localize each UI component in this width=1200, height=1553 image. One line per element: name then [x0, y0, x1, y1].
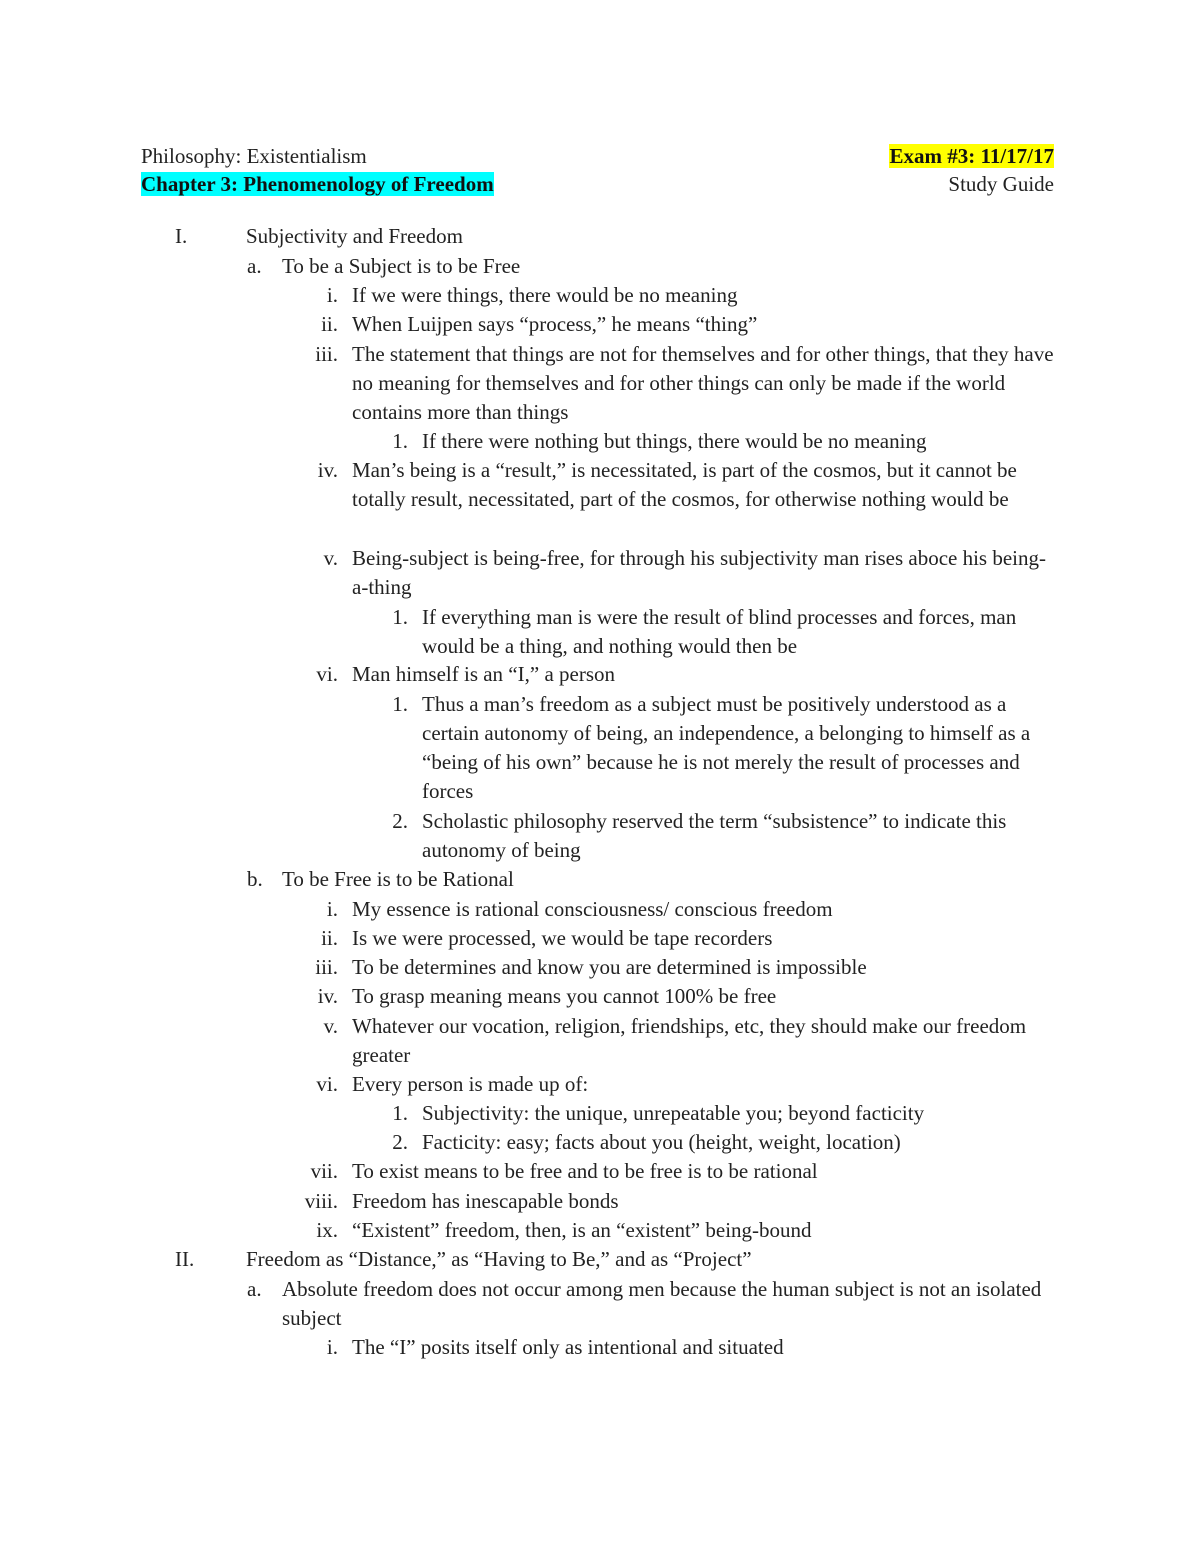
outline-text: Subjectivity: the unique, unrepeatable you; beyond facticity [422, 1101, 925, 1125]
outline-marker: ii. [321, 926, 338, 950]
outline-marker: i. [326, 897, 338, 921]
outline-text: When Luijpen says “process,” he means “thing” [352, 312, 758, 336]
outline-marker: vi. [316, 662, 338, 686]
outline-text: If everything man is were the result of blind processes and forces, man would be a thing, and nothing would then be [422, 605, 1017, 658]
outline-text: If there were nothing but things, there would be no meaning [422, 429, 927, 453]
outline-marker: iv. [317, 458, 338, 482]
outline-text: “Existent” freedom, then, is an “existent” being-bound [352, 1218, 812, 1242]
outline-marker: v. [323, 546, 338, 570]
outline-marker: b. [247, 867, 263, 891]
course-title: Philosophy: Existentialism [141, 144, 367, 168]
outline-marker: 2. [392, 1130, 408, 1154]
outline-text: To grasp meaning means you cannot 100% be free [352, 984, 777, 1008]
outline-text: Facticity: easy; facts about you (height, weight, location) [422, 1130, 901, 1154]
outline-marker: a. [247, 254, 262, 278]
exam-date-label [889, 142, 1054, 170]
outline-text: Is we were processed, we would be tape recorders [352, 926, 773, 950]
outline-text: My essence is rational consciousness/ conscious freedom [352, 897, 833, 921]
outline-marker: iii. [315, 955, 338, 979]
outline-marker: vii. [310, 1159, 338, 1183]
outline-text: Absolute freedom does not occur among men because the human subject is not an isolated subject [282, 1277, 1042, 1330]
outline-marker: i. [326, 1335, 338, 1359]
outline-text: Being-subject is being-free, for through his subjectivity man rises aboce his being-a-thing [352, 546, 1046, 599]
outline-text: Scholastic philosophy reserved the term “subsistence” to indicate this autonomy of being [422, 809, 1007, 862]
outline-marker: 1. [392, 692, 408, 716]
outline-text: The statement that things are not for themselves and for other things, that they have no meaning for themselves and for other things can only be made if the world contains more than things [352, 342, 1054, 424]
outline-text: To be Free is to be Rational [282, 867, 514, 891]
outline-text: If we were things, there would be no meaning [352, 283, 738, 307]
outline-marker: 1. [392, 605, 408, 629]
outline-marker: II. [175, 1247, 195, 1271]
outline-text: Freedom has inescapable bonds [352, 1189, 619, 1213]
outline-marker: a. [247, 1277, 262, 1301]
outline-marker: ii. [321, 312, 338, 336]
outline-marker: v. [323, 1014, 338, 1038]
outline-marker: iii. [315, 342, 338, 366]
outline-text: To be a Subject is to be Free [282, 254, 521, 278]
outline-marker: ix. [316, 1218, 338, 1242]
outline-marker: 1. [392, 429, 408, 453]
outline-marker: I. [175, 224, 188, 248]
outline-marker: vi. [316, 1072, 338, 1096]
chapter-title-highlight: Chapter 3: Phenomenology of Freedom [141, 172, 494, 196]
outline-marker: 1. [392, 1101, 408, 1125]
outline-text: The “I” posits itself only as intentional and situated [352, 1335, 784, 1359]
outline-text: Freedom as “Distance,” as “Having to Be,” and as “Project” [246, 1247, 752, 1271]
outline-text: To be determines and know you are determined is impossible [352, 955, 867, 979]
outline-marker: iv. [317, 984, 338, 1008]
outline-text: To exist means to be free and to be free is to be rational [352, 1159, 818, 1183]
doc-type-label: Study Guide [948, 172, 1054, 196]
outline-text: Subjectivity and Freedom [246, 224, 463, 248]
outline-marker: i. [326, 283, 338, 307]
outline-text: Whatever our vocation, religion, friendships, etc, they should make our freedom greater [352, 1014, 1027, 1067]
outline-text: Man’s being is a “result,” is necessitated, is part of the cosmos, but it cannot be totally result, necessitated, part of the cosmos, for otherwise nothing would be [352, 458, 1017, 511]
chapter-title [141, 170, 494, 198]
outline-marker: 2. [392, 809, 408, 833]
outline-text: Man himself is an “I,” a person [352, 662, 616, 686]
outline-marker: viii. [304, 1189, 338, 1213]
exam-date-highlight: Exam #3: 11/17/17 [889, 144, 1054, 168]
outline-text: Every person is made up of: [352, 1072, 589, 1096]
outline-text: Thus a man’s freedom as a subject must be positively understood as a certain autonomy of being, an independence, a belonging to himself as a “being of his own” because he is not merely the result of processes and forces [422, 692, 1031, 803]
